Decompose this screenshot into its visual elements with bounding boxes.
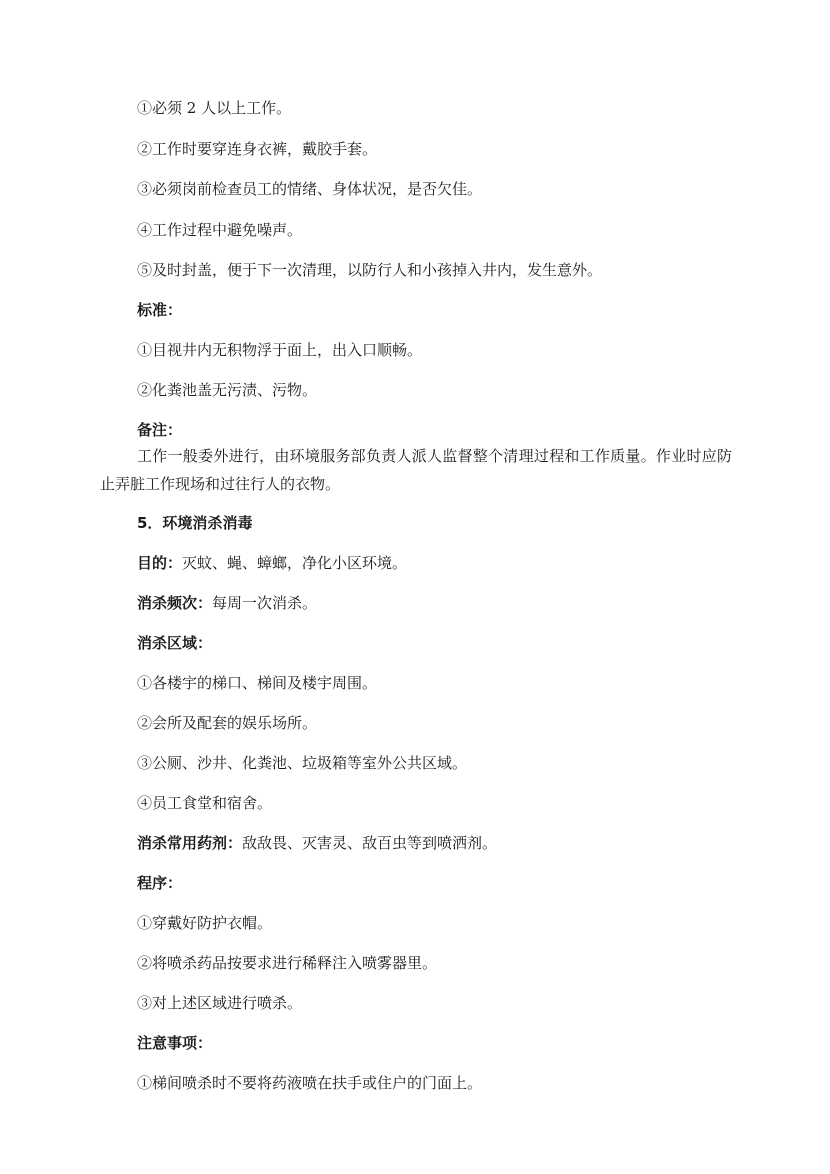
procedure-heading: 程序： (137, 874, 183, 892)
agents-label: 消杀常用药剂： (137, 834, 243, 852)
standard-heading: 标准： (137, 301, 183, 319)
remarks-paragraph: 工作一般委外进行，由环境服务部负责人派人监督整个清理过程和工作质量。作业时应防止弄脏工作现场和过往行人的衣物。 (100, 447, 732, 493)
agents-line (137, 833, 497, 853)
list-item: ④工作过程中避免噪声。 (137, 221, 303, 239)
list-item: ①梯间喷杀时不要将药液喷在扶手或住户的门面上。 (137, 1074, 483, 1092)
agents-text: 敌敌畏、灭害灵、敌百虫等到喷洒剂。 (242, 834, 498, 852)
list-item: ①必须 2 人以上工作。 (137, 99, 292, 117)
notes-heading: 注意事项： (137, 1034, 213, 1052)
list-item: ①目视井内无积物浮于面上，出入口顺畅。 (137, 341, 423, 359)
frequency-line (137, 593, 317, 613)
remarks-heading: 备注： (137, 421, 183, 439)
list-item: ③对上述区域进行喷杀。 (137, 994, 303, 1012)
list-item: ②将喷杀药品按要求进行稀释注入喷雾器里。 (137, 954, 438, 972)
purpose-text: 灭蚊、蝇、蟑螂，净化小区环境。 (182, 554, 408, 572)
list-item: ②工作时要穿连身衣裤，戴胶手套。 (137, 140, 378, 158)
list-item: ②化粪池盖无污渍、污物。 (137, 381, 318, 399)
list-item: ⑤及时封盖，便于下一次清理，以防行人和小孩掉入井内，发生意外。 (137, 261, 603, 279)
purpose-line (137, 553, 407, 573)
list-item: ③必须岗前检查员工的情绪、身体状况，是否欠佳。 (137, 180, 483, 198)
list-item: ②会所及配套的娱乐场所。 (137, 714, 318, 732)
area-heading: 消杀区域： (137, 634, 213, 652)
list-item: ④员工食堂和宿舍。 (137, 794, 273, 812)
frequency-label: 消杀频次： (137, 594, 213, 612)
section-title: 5．环境消杀消毒 (137, 514, 253, 532)
list-item: ③公厕、沙井、化粪池、垃圾箱等室外公共区域。 (137, 754, 468, 772)
list-item: ①各楼宇的梯口、梯间及楼宇周围。 (137, 674, 378, 692)
frequency-text: 每周一次消杀。 (212, 594, 318, 612)
purpose-label: 目的： (137, 554, 183, 572)
list-item: ①穿戴好防护衣帽。 (137, 914, 273, 932)
